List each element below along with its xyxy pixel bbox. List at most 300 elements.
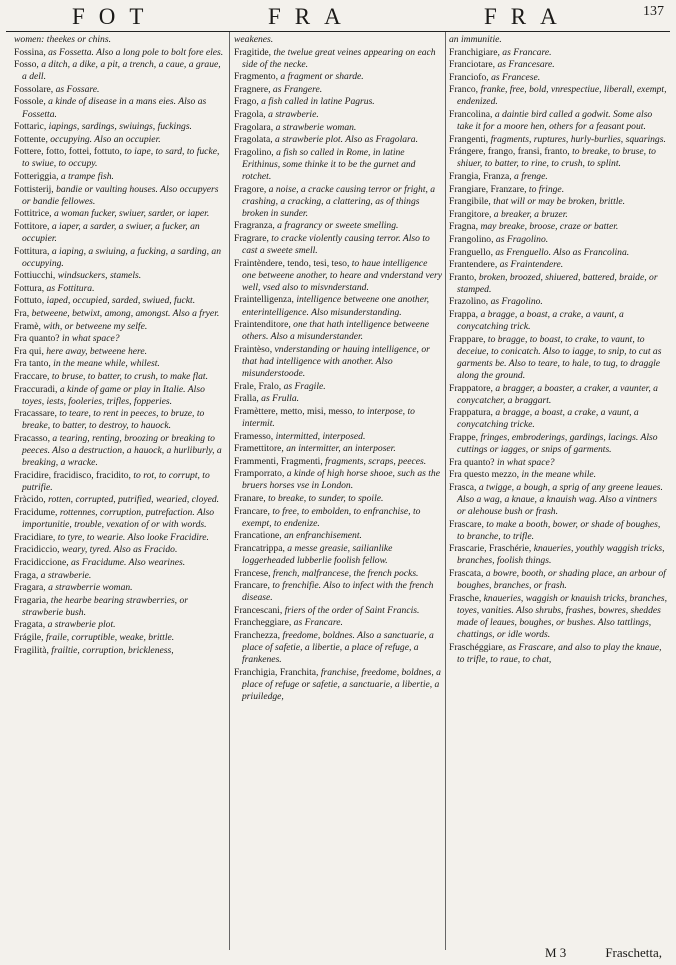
headword: Fossina, [14, 46, 46, 58]
headword: Fra quanto? [14, 333, 60, 345]
headword: Frágile, [14, 632, 44, 643]
dictionary-entry [234, 147, 442, 183]
column-divider-1 [229, 32, 230, 950]
dictionary-entry [234, 468, 442, 492]
dictionary-entry [449, 309, 667, 333]
definition: a breaker, a bruzer. [491, 208, 568, 220]
definition: frailtie, corruption, brickleness, [48, 644, 174, 656]
dictionary-entry [234, 617, 442, 629]
headword: Fragolara, [234, 121, 274, 133]
dictionary-entry [234, 493, 442, 505]
definition: the hearbe bearing strawberries, or strawberie bush. [22, 594, 189, 618]
headword: Fottente, [14, 133, 48, 145]
dictionary-entry [234, 431, 442, 443]
dictionary-entry [234, 258, 442, 294]
definition: weary, tyred. Also as Fracido. [59, 544, 178, 556]
headword: Francese, [234, 567, 271, 579]
headword: Fragata, [14, 619, 46, 631]
headword: Fraintèso, [234, 343, 273, 355]
definition: a tearing, renting, broozing or breaking to peeces. Also a destruction, a hauock, a hurliburly, a breaking, a wracke. [22, 433, 222, 469]
head-left: FOT [72, 4, 158, 29]
definition: to interpose, to intermit. [242, 405, 415, 429]
definition: a fish so called in Rome, in latine Erithinus, some thinke it to be the gurnet and rotchet. [242, 146, 416, 183]
headword: Framettitore, [234, 443, 284, 455]
definition: freedome, boldnes. Also a sanctuarie, a place of safetie, a libertie, a place of refuge, a frankenes. [242, 630, 434, 666]
dictionary-entry [234, 456, 442, 468]
definition: a twigge, a bough, a sprig of any greene leaues. Also a wag, a knaue, a knauish wag. Also a vintners or alehouse bush or frash. [457, 481, 663, 518]
headword: Frammenti, Fragmenti, [234, 455, 323, 467]
dictionary-entry [14, 246, 226, 270]
headword: Fragmento, [234, 71, 278, 83]
definition: betweene, betwixt, among, amongst. Also a fryer. [29, 308, 220, 320]
definition: weakenes. [234, 34, 274, 45]
headword: Fragara, [14, 582, 46, 594]
running-head [0, 4, 676, 28]
headword: Fottere, fotto, fottei, fottuto, [14, 146, 122, 158]
definition: occupying. Also an occupier. [47, 133, 161, 145]
dictionary-entry [14, 384, 226, 408]
dictionary-entry [449, 272, 667, 296]
headword: Fottisterij, [14, 183, 54, 195]
headword: Fracidume, [14, 507, 58, 519]
definition: a messe greasie, sailianlike loggerheaded lubberlie foolish fellow. [242, 542, 393, 566]
definition: a strawberie woman. [273, 121, 357, 133]
definition: a fish called in latine Pagrus. [258, 96, 375, 108]
dictionary-entry [14, 34, 226, 46]
definition: franchise, freedome, boldnes, a place of refuge or safetie, a sanctuarie, a libertie, a priuiledge, [242, 666, 441, 702]
definition: as Frangere. [270, 83, 323, 95]
dictionary-entry [449, 519, 667, 543]
dictionary-entry [449, 196, 667, 208]
dictionary-entry [234, 134, 442, 146]
dictionary-entry [14, 295, 226, 307]
headword: Frascarie, Fraschérie, [449, 543, 532, 555]
headword: Frangibile, [449, 196, 491, 208]
headword: Fottaric, [14, 121, 47, 133]
headword: Framesso, [234, 430, 274, 442]
dictionary-entry [234, 667, 442, 703]
headword: Franco, [449, 84, 479, 96]
headword: Fragnere, [234, 83, 271, 95]
definition: rottennes, corruption, putrefaction. Also importunitie, trouble, vexation of or with words. [22, 507, 215, 531]
definition: a strawberie. [38, 569, 92, 581]
headword: Fragola, [234, 109, 266, 121]
dictionary-entry [14, 557, 226, 569]
definition: a strawberrie woman. [45, 582, 133, 594]
headword: Fra quanto? [449, 456, 495, 468]
dictionary-entry [14, 283, 226, 295]
dictionary-entry [449, 47, 667, 59]
dictionary-entry [449, 171, 667, 183]
headword: Fraschéggiare, [449, 641, 506, 653]
dictionary-entry [449, 407, 667, 431]
headword: Framèttere, metto, misi, messo, [234, 405, 355, 417]
dictionary-entry [449, 59, 667, 71]
dictionary-entry [234, 406, 442, 430]
definition: may breake, broose, craze or batter. [478, 221, 619, 233]
definition: fragments, scraps, peeces. [322, 455, 427, 467]
definition: to breake, to sunder, to spoile. [265, 492, 384, 504]
headword: Fraintelligenza, [234, 294, 294, 306]
definition: knaueries, youthly waggish tricks, branches, foolish things. [457, 543, 665, 567]
headword: Francheggiare, [234, 617, 292, 629]
dictionary-entry [14, 408, 226, 432]
dictionary-entry [14, 270, 226, 282]
dictionary-entry [449, 72, 667, 84]
headword: Fottiucchi, [14, 270, 56, 282]
definition: a kinde of disease in a mans eies. Also as Fossetta. [22, 96, 207, 120]
headword: Frappatura, [449, 407, 493, 419]
headword: Francescani, [234, 604, 283, 616]
definition: a ditch, a dike, a pit, a trench, a caue, a graue, a dell. [22, 59, 221, 83]
definition: to free, to embolden, to enfranchise, to exempt, to endenize. [242, 505, 421, 529]
headword: Frappe, [449, 432, 479, 443]
dictionary-entry [14, 208, 226, 220]
signature-mark: M 3 [545, 945, 567, 960]
dictionary-entry [14, 171, 226, 183]
dictionary-entry [14, 47, 226, 59]
definition: as Francare. [499, 46, 552, 58]
catchword: Fraschetta, [605, 945, 662, 960]
dictionary-entry [234, 530, 442, 542]
definition: intelligence betweene one another, enterintelligence. Also misunderstanding. [242, 294, 430, 318]
dictionary-entry [234, 605, 442, 617]
headword: Franciofo, [449, 71, 489, 83]
definition: in what space? [494, 456, 555, 468]
definition: to bruse, to batter, to crush, to make flat. [49, 371, 208, 383]
headword: Fracidire, fracidisco, fracidito, [14, 469, 131, 481]
headword: Fracasso, [14, 433, 50, 444]
definition: a daintie bird called a godwit. Some also take it for a moore hen, others for a feasant pout. [457, 109, 653, 133]
headword: Frángere, frango, fransi, franto, [449, 146, 570, 158]
headword: Frappatore, [449, 382, 493, 394]
definition: as Fragile. [281, 380, 326, 392]
dictionary-entry [449, 247, 667, 259]
column-3 [449, 34, 667, 949]
definition: a iaping, a swiuing, a fucking, a sarding, an occupying. [22, 245, 221, 269]
headword: Fragore, [234, 183, 267, 195]
dictionary-entry [14, 619, 226, 631]
definition: a woman fucker, swiuer, sarder, or iaper. [51, 208, 210, 220]
headword: Franchezza, [234, 630, 281, 641]
headword: Fossole, [14, 96, 46, 108]
definition: bandie or vaulting houses. Also occupyers or bandie fellowes. [22, 183, 219, 207]
definition: as Francare. [291, 617, 343, 629]
headword: Francolina, [449, 109, 493, 121]
headword: Fraccuradi, [14, 383, 58, 395]
definition: a kinde of game or play in Italie. Also toyes, iests, fooleries, trifles, fopperies. [22, 383, 205, 407]
dictionary-entry [14, 146, 226, 170]
dictionary-entry [234, 122, 442, 134]
definition: in what space? [59, 333, 120, 345]
definition: a strawberie plot. Also as Fragolara. [272, 134, 418, 146]
dictionary-entry [234, 630, 442, 666]
headword: Frago, [234, 96, 259, 108]
definition: a fragment or sharde. [277, 71, 364, 83]
headword: Fra questo mezzo, [449, 469, 520, 481]
definition: a iaper, a sarder, a swiuer, a fucker, an occupier. [22, 220, 200, 244]
headword: Fracidiccione, [14, 556, 69, 568]
definition: fraile, corruptible, weake, brittle. [43, 632, 175, 643]
definition: friers of the order of Saint Francis. [282, 604, 420, 616]
dictionary-entry [449, 146, 667, 170]
dictionary-entry [449, 457, 667, 469]
dictionary-entry [449, 209, 667, 221]
dictionary-entry [234, 381, 442, 393]
dictionary-entry [234, 96, 442, 108]
headword: Francatione, [234, 530, 282, 542]
dictionary-entry [234, 393, 442, 405]
definition: in the meane while. [519, 469, 597, 481]
definition: knaueries, waggish or knauish tricks, branches, toyes, vanities. Also shrubs, frashes, bowres, sheddes made of leaues, boughes, or bushes. Also tattlings, chattings, or idle words. [457, 592, 667, 640]
definition: one that hath intelligence betweene others. Also a misunderstander. [242, 319, 430, 343]
headword: Fraintenditore, [234, 319, 291, 331]
definition: to iape, to sard, to fucke, to swiue, to occupy. [22, 146, 220, 170]
definition: fragments, ruptures, hurly-burlies, squarings. [488, 133, 666, 145]
definition: to fringe. [526, 183, 565, 195]
headword: Fra qui, [14, 345, 44, 357]
definition: as Fraintendere. [497, 259, 564, 271]
headword: Fracassare, [14, 408, 57, 420]
column-1 [14, 34, 226, 949]
definition: as Francesare. [495, 59, 555, 71]
head-right: FRA [484, 4, 571, 29]
dictionary-entry [14, 544, 226, 556]
definition: a trampe fish. [58, 171, 114, 183]
headword: Frale, Fralo, [234, 380, 282, 392]
headword: Fragranza, [234, 220, 275, 232]
page-number: 137 [643, 4, 664, 19]
headword: Fra tanto, [14, 358, 51, 370]
dictionary-entry [14, 59, 226, 83]
definition: as Fossare. [53, 83, 100, 95]
headword: Francare, [234, 505, 270, 517]
dictionary-entry [14, 96, 226, 120]
dictionary-entry [14, 433, 226, 469]
dictionary-entry [234, 184, 442, 220]
definition: an enfranchisement. [281, 530, 362, 542]
dictionary-entry [449, 568, 667, 592]
headword: Framporrato, [234, 468, 285, 480]
definition: a bragger, a boaster, a craker, a vaunter, a conycatcher, a braggart. [457, 382, 658, 406]
headword: Fragaria, [14, 594, 49, 606]
definition: a frenge. [511, 171, 548, 183]
definition: to cracke violently causing terror. Also to cast a sweete smell. [242, 233, 430, 257]
headword: Frangenti, [449, 133, 489, 145]
head-center: FRA [268, 4, 355, 29]
dictionary-entry [14, 632, 226, 644]
definition: to make a booth, bower, or shade of boughes, to branche, to trifle. [457, 518, 661, 542]
dictionary-entry [14, 595, 226, 619]
headword: Frangolino, [449, 234, 494, 245]
dictionary-entry [449, 482, 667, 518]
headword: Frascare, [449, 518, 484, 530]
headword: Fragitide, [234, 46, 272, 58]
headword: Fracidiccio, [14, 544, 60, 556]
definition: vnderstanding or hauing intelligence, or that had intelligence with another. Also misunderstoode. [242, 343, 430, 380]
dictionary-entry [14, 645, 226, 657]
definition: with, or betweene my selfe. [40, 320, 148, 332]
definition: windsuckers, stamels. [55, 270, 142, 282]
dictionary-entry [234, 506, 442, 530]
dictionary-entry [234, 71, 442, 83]
headword: Frascata, [449, 568, 484, 580]
definition: a strawberie. [265, 109, 319, 121]
headword: Franguello, [449, 246, 493, 258]
headword: Framè, [14, 320, 41, 332]
dictionary-entry [14, 507, 226, 531]
definition: as Fragolino. [493, 234, 549, 245]
definition: to frenchifie. Also to infect with the french disease. [242, 580, 434, 604]
headword: Fotteriggia, [14, 171, 59, 183]
headword: Fottitore, [14, 220, 50, 232]
dictionary-entry [234, 294, 442, 318]
dictionary-entry [449, 296, 667, 308]
headword: Fraccare, [14, 371, 50, 383]
dictionary-entry [234, 47, 442, 71]
headword: Franto, [449, 271, 477, 283]
headword: Fra, [14, 308, 30, 320]
headword: Frantendere, [449, 259, 498, 271]
dictionary-entry [14, 333, 226, 345]
dictionary-entry [234, 443, 442, 455]
column-2 [234, 34, 442, 949]
dictionary-entry [449, 432, 667, 456]
definition: here away, betweene here. [43, 345, 148, 357]
dictionary-entry [234, 220, 442, 232]
dictionary-entry [449, 383, 667, 407]
definition: a strawberie plot. [45, 619, 116, 631]
headword: Fottura, [14, 282, 45, 294]
definition: as Fossetta. Also a long pole to bolt fore eles. [45, 46, 224, 58]
headword: Frangia, Franza, [449, 171, 512, 183]
definition: to bragge, to boast, to crake, to vaunt, to deceiue, to conicatch. Also to iagge, to snip, to cut as garments be. Also to teare, to hale, to tug, to draggle along the ground. [457, 333, 662, 382]
definition: in the meane while, whilest. [50, 358, 160, 370]
dictionary-entry [449, 334, 667, 382]
definition: fringes, embroderings, gardings, lacings. Also cuttings or iagges, or snips of garments. [457, 432, 658, 456]
headword: Frangiare, Franzare, [449, 183, 527, 195]
definition: an immunitie. [449, 34, 502, 45]
dictionary-entry [234, 580, 442, 604]
definition: to tyre, to wearie. Also looke Fracidire. [55, 531, 209, 543]
dictionary-entry [449, 34, 667, 46]
definition: a bragge, a boast, a crake, a vaunt, a conycatching trick. [457, 309, 624, 333]
headword: Fosso, [14, 59, 39, 71]
definition: as Frenguello. Also as Francolina. [492, 246, 630, 258]
definition: to teare, to rent in peeces, to bruze, to breake, to batter, to destroy, to hauock. [22, 408, 205, 432]
definition: to breake, to bruse, to shiuer, to batter, to rine, to crush, to splint. [457, 146, 656, 170]
dictionary-entry [234, 344, 442, 380]
definition: franke, free, bold, vnrespectiue, liberall, exempt, endenized. [457, 84, 667, 108]
dictionary-entry [449, 234, 667, 246]
dictionary-entry [234, 34, 442, 46]
dictionary-entry [14, 582, 226, 594]
headword: Franare, [234, 492, 266, 504]
headword: Fottitrice, [14, 208, 52, 220]
definition: iaped, occupied, sarded, swiued, fuckt. [44, 295, 196, 307]
column-divider-2 [445, 32, 446, 950]
headword: Fragna, [449, 221, 479, 233]
definition: a fragrancy or sweete smelling. [274, 220, 399, 232]
dictionary-entry [14, 121, 226, 133]
dictionary-entry [14, 494, 226, 506]
headword: Fottuto, [14, 295, 45, 307]
definition: a bragge, a boast, a crake, a vaunt, a conycatching tricke. [457, 407, 639, 431]
definition: a kinde of high horse shooe, such as the bruers horses vse in London. [242, 468, 440, 492]
dictionary-entry [14, 371, 226, 383]
headword: Franchigiare, [449, 46, 500, 58]
dictionary-entry [449, 134, 667, 146]
headword: Frazolino, [449, 296, 489, 308]
definition: french, malfrancese, the french pocks. [270, 567, 419, 579]
dictionary-entry [14, 184, 226, 208]
dictionary-entry [449, 184, 667, 196]
headword: Fralla, [234, 393, 259, 405]
headword: Frangitore, [449, 208, 492, 220]
dictionary-entry [14, 84, 226, 96]
dictionary-entry [449, 543, 667, 567]
definition: a bowre, booth, or shading place, an arbour of boughes, branches, or frash. [457, 568, 666, 592]
dictionary-entry [234, 568, 442, 580]
headword: Frasche, [449, 592, 482, 604]
definition: a noise, a cracke causing terror or fright, a crashing, a cracking, a clattering, as of things broken in sunder. [242, 183, 436, 219]
dictionary-entry [449, 84, 667, 108]
headword: Fragilità, [14, 644, 49, 656]
headword: Francare, [234, 580, 270, 592]
headword: Franchigia, Franchita, [234, 666, 319, 678]
head-rule [6, 31, 670, 32]
headword: Frasca, [449, 481, 477, 493]
dictionary-entry [14, 321, 226, 333]
dictionary-entry [14, 570, 226, 582]
dictionary-entry [449, 221, 667, 233]
dictionary-entry [449, 469, 667, 481]
headword: Fragrare, [234, 233, 269, 244]
dictionary-entry [234, 84, 442, 96]
definition: as Fottitura. [44, 282, 95, 294]
headword: Fossolare, [14, 83, 54, 95]
headword: Fraga, [14, 569, 39, 581]
dictionary-entry [14, 308, 226, 320]
definition: an intermitter, an interposer. [283, 443, 396, 455]
dictionary-entry [234, 319, 442, 343]
definition: rotten, corrupted, putrified, wearied, cloyed. [45, 494, 220, 506]
headword: Fracidiare, [14, 531, 56, 543]
dictionary-entry [14, 358, 226, 370]
definition: as Fragolino. [488, 296, 543, 308]
dictionary-entry [14, 134, 226, 146]
headword: Fràcido, [14, 494, 46, 506]
definition: intermitted, interposed. [273, 430, 366, 442]
headword: Fragolino, [234, 146, 274, 158]
headword: Fottitura, [14, 245, 50, 257]
dictionary-entry [449, 593, 667, 641]
definition: as Frulla. [258, 393, 300, 405]
dictionary-entry [14, 346, 226, 358]
dictionary-entry [14, 221, 226, 245]
headword: Frappare, [449, 333, 486, 345]
headword: Franciotare, [449, 59, 496, 71]
headword: Frappa, [449, 309, 479, 321]
dictionary-entry [234, 233, 442, 257]
definition: as Fracidume. Also wearines. [68, 556, 186, 568]
definition: as Francese. [488, 71, 541, 83]
definition: to rot, to corrupt, to putrifie. [22, 469, 210, 493]
definition: that will or may be broken, brittle. [490, 196, 626, 208]
dictionary-entry [449, 642, 667, 666]
headword: Francatrippa, [234, 542, 285, 554]
headword: Fraintèndere, tendo, tesi, teso, [234, 257, 350, 269]
